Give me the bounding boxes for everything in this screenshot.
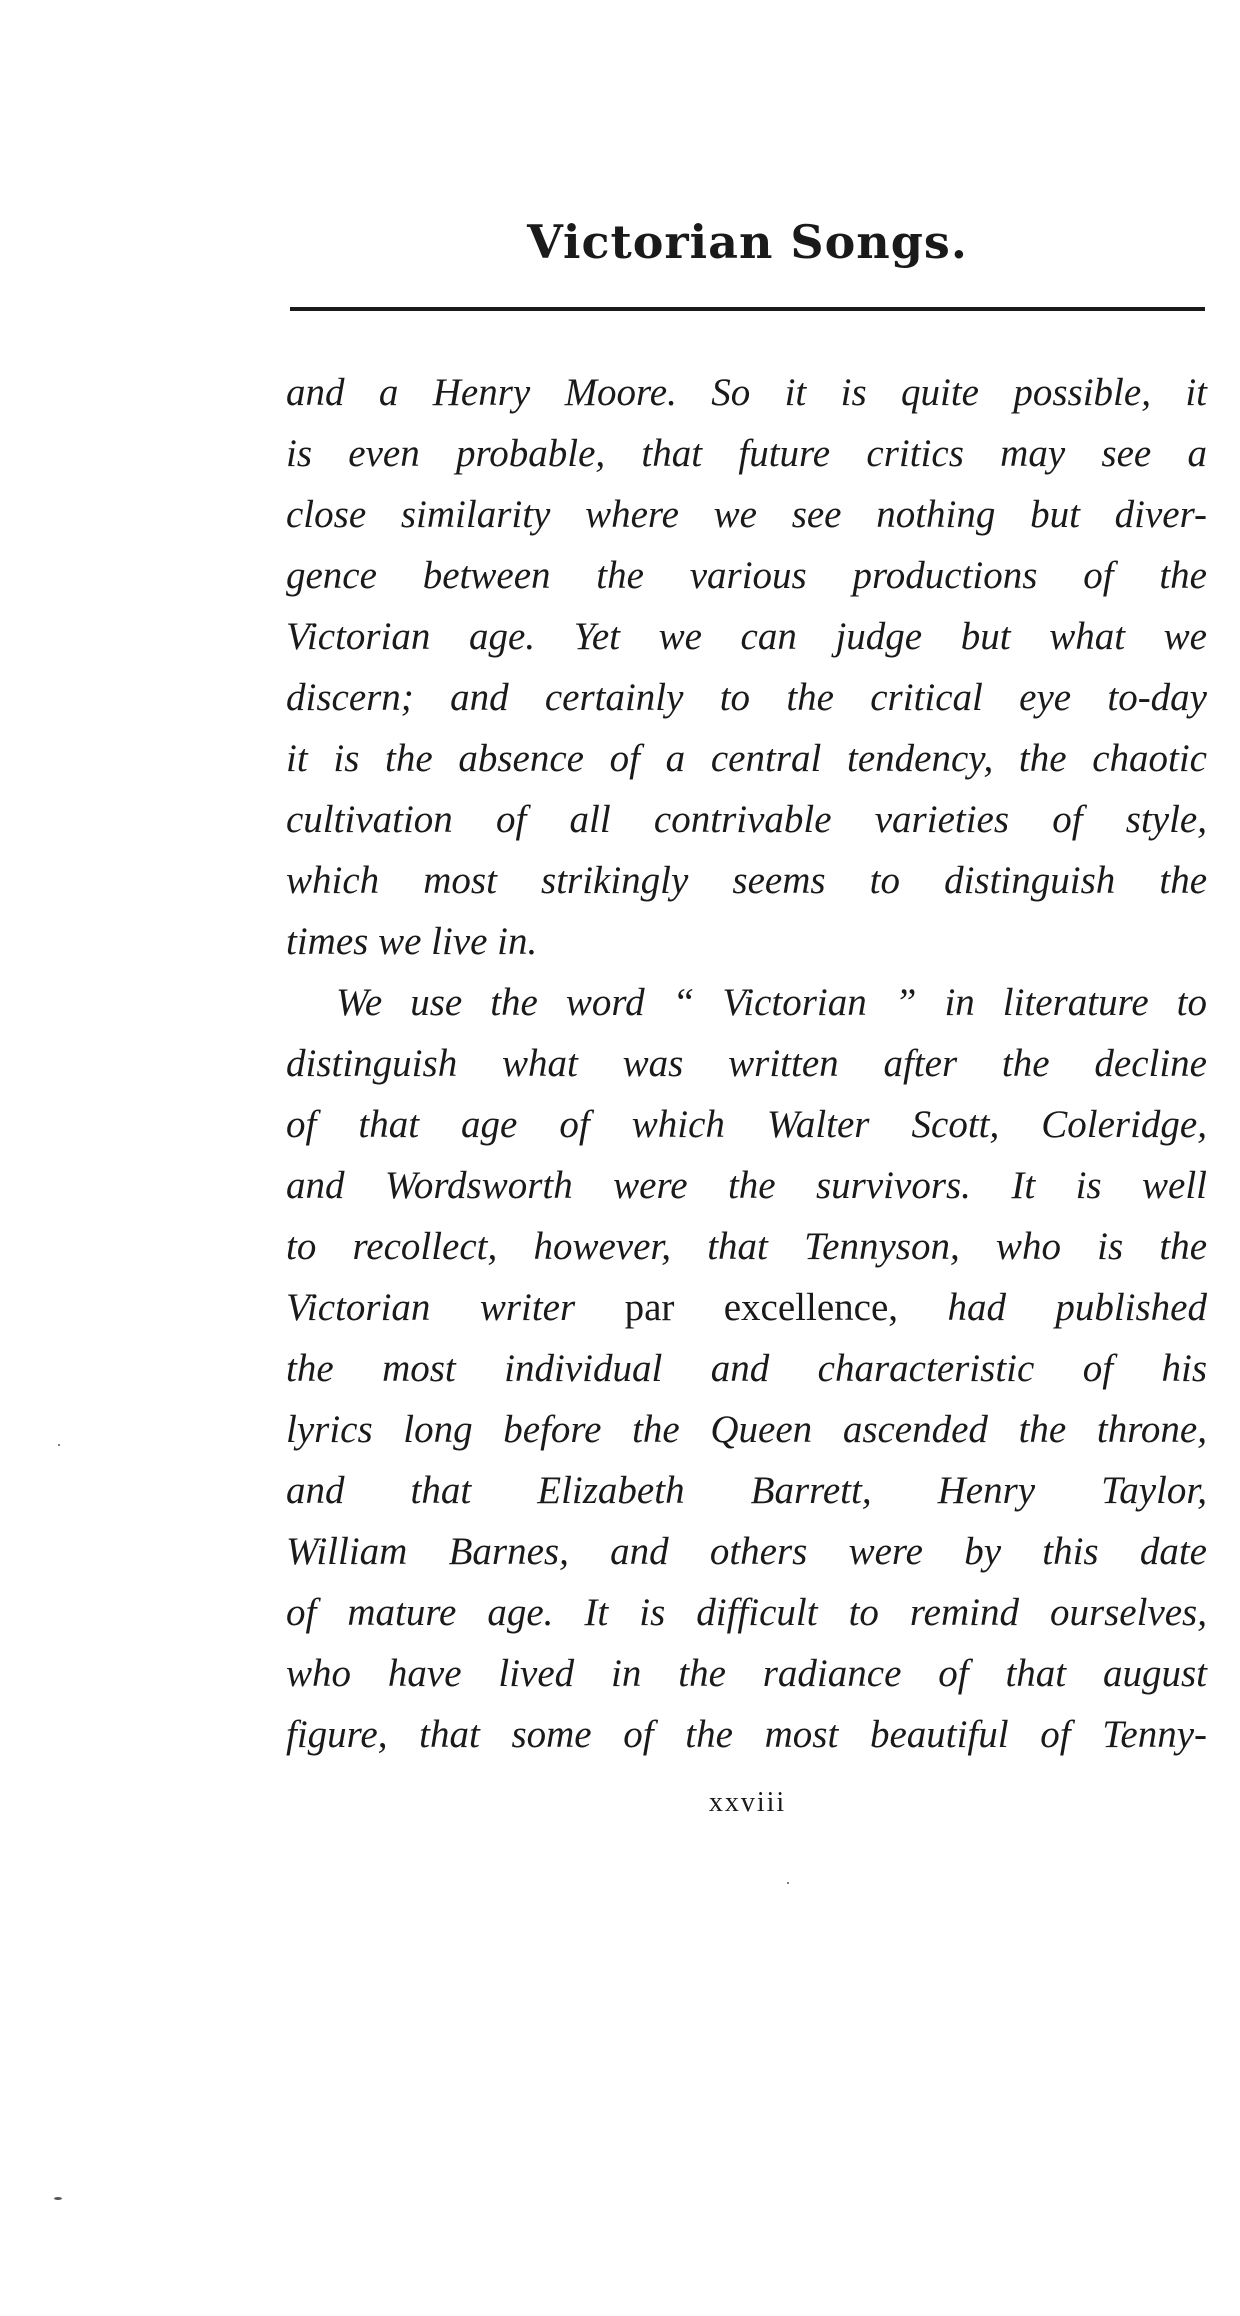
text-line: is even probable, that future critics may see a [286, 432, 1207, 475]
text-line: it is the absence of a central tendency, the chaotic [286, 737, 1207, 780]
running-head: Victorian Songs. [527, 215, 968, 269]
paragraph-start-line: We use the word “ Victorian ” in literature to [336, 981, 1207, 1024]
ink-speck [54, 2197, 62, 2200]
text-line: lyrics long before the Queen ascended the throne, [286, 1408, 1207, 1451]
text-line: discern; and certainly to the critical eye to-day [286, 676, 1207, 719]
text-line: and Wordsworth were the survivors. It is well [286, 1164, 1207, 1207]
text-line: who have lived in the radiance of that august [286, 1652, 1207, 1695]
italic-segment: Victorian writer [286, 1286, 576, 1329]
text-line: and a Henry Moore. So it is quite possible, it [286, 371, 1207, 414]
text-line: gence between the various productions of the [286, 554, 1207, 597]
page-number: xxviii [708, 1787, 787, 1818]
body-text [286, 362, 1207, 1765]
text-line: of mature age. It is difficult to remind ourselves, [286, 1591, 1207, 1634]
ink-speck [787, 1882, 789, 1884]
text-line: cultivation of all contrivable varieties of style, [286, 798, 1207, 841]
text-line: to recollect, however, that Tennyson, who is the [286, 1225, 1207, 1268]
text-line: figure, that some of the most beautiful of Tenny- [286, 1713, 1207, 1756]
text-line: of that age of which Walter Scott, Coleridge, [286, 1103, 1207, 1146]
text-line: the most individual and characteristic of his [286, 1347, 1207, 1390]
header-rule [290, 307, 1205, 311]
roman-phrase: par excellence, [624, 1286, 899, 1329]
text-line: which most strikingly seems to distinguish the [286, 859, 1207, 902]
text-line-mixed [286, 1277, 1207, 1338]
text-line: close similarity where we see nothing but diver- [286, 493, 1207, 536]
italic-segment: had published [947, 1286, 1207, 1329]
text-line: Victorian age. Yet we can judge but what we [286, 615, 1207, 658]
paragraph-end-line: times we live in. [286, 920, 538, 963]
text-line: distinguish what was written after the decline [286, 1042, 1207, 1085]
text-line: William Barnes, and others were by this date [286, 1530, 1207, 1573]
ink-speck [58, 1444, 60, 1446]
text-line: and that Elizabeth Barrett, Henry Taylor, [286, 1469, 1207, 1512]
